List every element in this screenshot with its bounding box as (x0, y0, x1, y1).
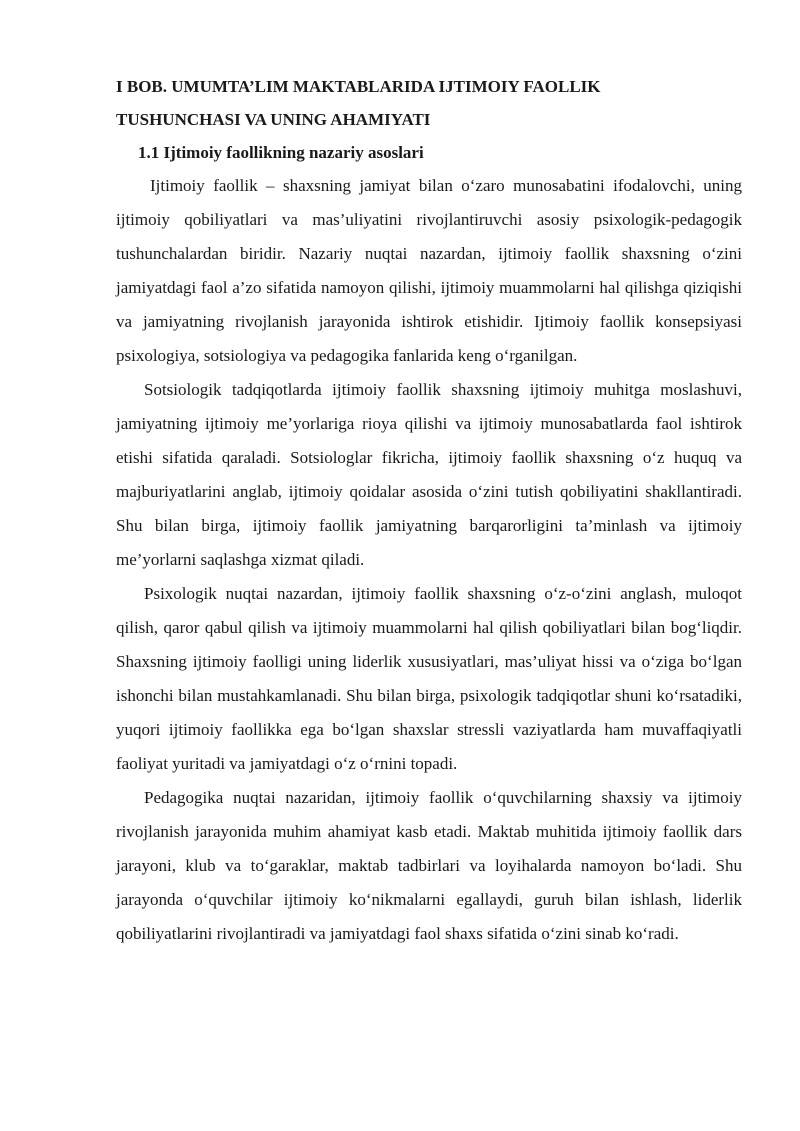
paragraph-sociological: Sotsiologik tadqiqotlarda ijtimoiy faollik shaxsning ijtimoiy muhitga moslashuvi, jamiyatning ijtimoiy me’yorlariga rioya qilishi va ijtimoiy munosabatlarda faol ishtirok etishi sifatida qaraladi. Sotsiologlar fikricha, ijtimoiy faollik shaxsning o‘z huquq va majburiyatlarini anglab, ijtimoiy qoidalar asosida o‘zini tutish qobiliyatini shakllantiradi. Shu bilan birga, ijtimoiy faollik jamiyatning barqarorligini ta’minlash va ijtimoiy me’yorlarni saqlashga xizmat qiladi. (116, 380, 742, 569)
paragraph-definition: Ijtimoiy faollik – shaxsning jamiyat bilan o‘zaro munosabatini ifodalovchi, uning ijtimoiy qobiliyatlari va mas’uliyatini rivojlantiruvchi asosiy psixologik-pedagogik tushunchalardan biridir. Nazariy nuqtai nazardan, ijtimoiy faollik shaxsning o‘zini jamiyatdagi faol a’zo sifatida namoyon qilishi, ijtimoiy muammolarni hal qilishga qiziqishi va jamiyatning rivojlanish jarayonida ishtirok etishidir. Ijtimoiy faollik konsepsiyasi psixologiya, sotsiologiya va pedagogika fanlarida keng o‘rganilgan. (116, 176, 742, 365)
section-title: 1.1 Ijtimoiy faollikning nazariy asoslari (138, 143, 424, 162)
paragraph-pedagogical: Pedagogika nuqtai nazaridan, ijtimoiy faollik o‘quvchilarning shaxsiy va ijtimoiy rivojlanish jarayonida muhim ahamiyat kasb etadi. Maktab muhitida ijtimoiy faollik dars jarayoni, klub va to‘garaklar, maktab tadbirlari va loyihalarda namoyon bo‘ladi. Shu jarayonda o‘quvchilar ijtimoiy ko‘nikmalarni egallaydi, guruh bilan ishlash, liderlik qobiliyatlarini rivojlantiradi va jamiyatdagi faol shaxs sifatida o‘zini sinab ko‘radi. (116, 788, 742, 943)
document-page (116, 70, 742, 951)
chapter-title (116, 70, 742, 136)
paragraph-psychological: Psixologik nuqtai nazardan, ijtimoiy faollik shaxsning o‘z-o‘zini anglash, muloqot qilish, qaror qabul qilish va ijtimoiy muammolarni hal qilish qobiliyatlari bilan bog‘liqdir. Shaxsning ijtimoiy faolligi uning liderlik xususiyatlari, mas’uliyat hissi va o‘ziga bo‘lgan ishonchi bilan mustahkamlanadi. Shu bilan birga, psixologik tadqiqotlar shuni ko‘rsatadiki, yuqori ijtimoiy faollikka ega bo‘lgan shaxslar stressli vaziyatlarda ham muvaffaqiyatli faoliyat yuritadi va jamiyatdagi o‘z o‘rnini topadi. (116, 584, 742, 773)
chapter-title-line-2: TUSHUNCHASI VA UNING AHAMIYATI (116, 110, 431, 129)
chapter-title-line-1: I BOB. UMUMTA’LIM MAKTABLARIDA IJTIMOIY FAOLLIK (116, 77, 601, 96)
